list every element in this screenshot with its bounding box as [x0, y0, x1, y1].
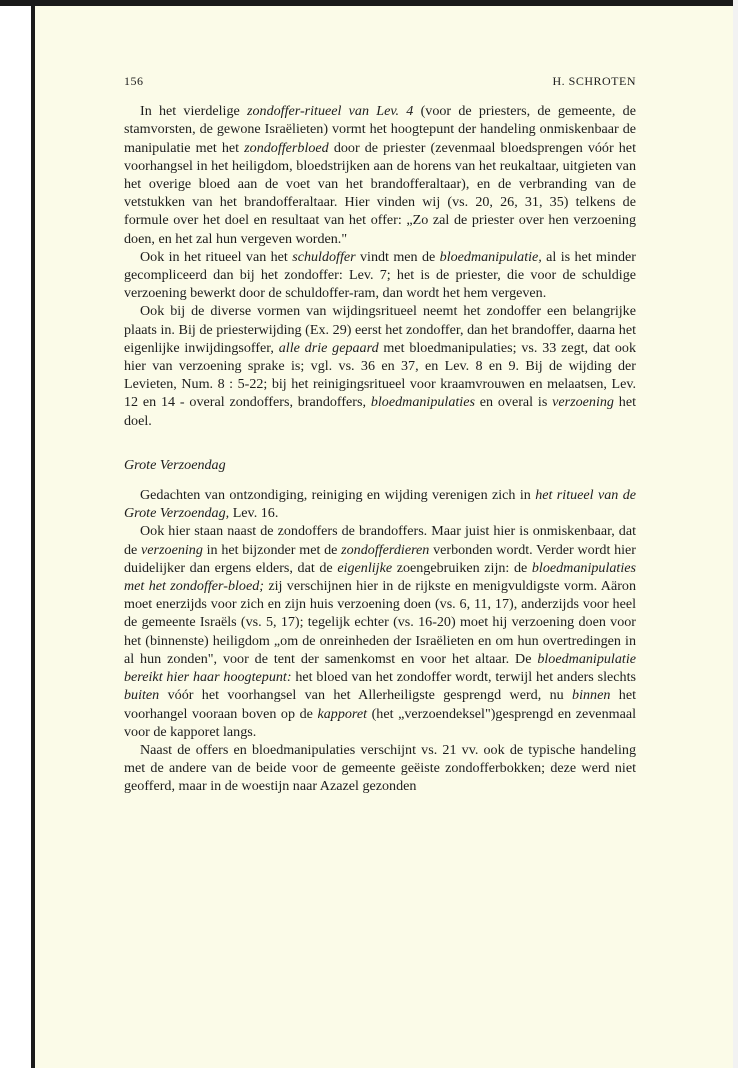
- text-run: verbonden wordt. Verder wordt hier duidelijker dan ergens elders, dat de: [124, 541, 637, 576]
- text-run: en overal is: [474, 394, 553, 411]
- text-run: Naast de offers en bloedmanipulaties verschijnt vs. 21 vv. ook de typische handeling met de andere van de beide voor de gemeente geëiste zondofferbokken; deze werd niet geofferd, maar in de woestijn naar Azazel gezonden: [124, 741, 636, 795]
- text-run: Gedachten van ontzondiging, reiniging en wijding verenigen zich in: [140, 487, 536, 504]
- text-run: zij verschijnen hier in de rijkste en menigvuldigste vorm. Aäron moet enerzijds voor zich en zijn huis verzoening doen (vs. 6, 11, 17), anderzijds voor heel de gemeente Israëls (vs. 5, 17); tegelijk echter (vs. 16-20) moet hij verzoening doen voor het (binnenste) heiligdom „om de onreinheden der Israëlieten en om hun overtredingen in al hun zonden", voor de tent der samenkomst en voor het altaar. De: [124, 578, 637, 667]
- text-run: In het vierdelige: [140, 103, 247, 120]
- italic-run: eigenlijke: [337, 559, 393, 576]
- paragraph-3: [124, 302, 636, 429]
- text-run: Lev. 16.: [229, 505, 279, 522]
- italic-run: bloedmanipulaties: [370, 394, 475, 411]
- text-run: het doel.: [124, 394, 636, 429]
- section-heading: Grote Verzoendag: [124, 456, 226, 473]
- text-run: (voor de priesters, de gemeente, de stamvorsten, de gewone Israëlieten) vormt het hoogtepunt der handeling onmiskenbaar de manipulatie met het: [124, 103, 636, 156]
- page-number: 156: [124, 74, 144, 88]
- text-run: zoengebruiken zijn: de: [392, 559, 532, 576]
- italic-run: zondofferbloed: [244, 139, 329, 156]
- paragraph-4: [124, 486, 636, 522]
- italic-run: buiten: [124, 687, 160, 704]
- paragraph-2: [124, 248, 636, 303]
- text-run: met bloedmanipulaties; vs. 33 zegt, dat ook hier van verzoening sprake is; vgl. vs. 36 en 37, en Lev. 8 en 9. Bij de wijding der Levieten, Num. 8 : 5-22; bij het reinigingsritueel voor kraamvrouwen en melaatsen, Lev. 12 en 14 - overal zondoffers, brandoffers,: [124, 339, 637, 411]
- text-run: Ook bij de diverse vormen van wijdingsritueel neemt het zondoffer een belangrijke plaats in. Bij de priesterwijding (Ex. 29) eerst het zondoffer, dan het brandoffer, daarna het eigenlijke inwijdingsoffer,: [124, 303, 636, 356]
- text-run: Ook in het ritueel van het: [140, 248, 293, 265]
- text-run: het bloed van het zondoffer wordt, terwijl het anders slechts: [291, 669, 636, 686]
- page-header: [124, 72, 636, 90]
- text-run: Ook hier staan naast de zondoffers de brandoffers. Maar juist hier is onmiskenbaar, dat de: [124, 523, 636, 558]
- paragraph-5: [124, 522, 636, 740]
- running-head: H. SCHROTEN: [552, 74, 636, 88]
- italic-run: bloedmanipulatie,: [439, 248, 542, 265]
- italic-run: bloedmanipulatie bereikt hier haar hoogtepunt:: [124, 650, 636, 686]
- text-run: vindt men de: [355, 248, 440, 265]
- italic-run: het ritueel van de Grote Verzoendag,: [124, 487, 637, 522]
- italic-run: zondofferdieren: [341, 541, 430, 558]
- italic-run: schuldoffer: [292, 248, 356, 265]
- text-run: door de priester (zevenmaal bloedsprengen vóór het voorhangsel in het heiligdom, bloedstrijken aan de horens van het reukaltaar, uitgieten van het overige bloed aan de voet van het brandofferaltaar), en de verbranding van de vetstukken van het brandofferaltaar. Hier vinden wij (vs. 20, 26, 31, 35) telkens de formule over het doel en resultaat van het offer: „Zo zal de priester over hen verzoening doen, en het zal hun vergeven worden.": [124, 139, 636, 247]
- paragraph-1: [124, 102, 636, 248]
- italic-run: verzoening: [552, 394, 614, 411]
- text-run: in het bijzonder met de: [202, 541, 342, 558]
- page-content: [124, 72, 636, 796]
- italic-run: kapporet: [317, 705, 368, 722]
- text-run: al is het minder gecompliceerd dan bij het zondoffer: Lev. 7; het is de priester, die voor de schuldige verzoening bewerkt door de schuldoffer-ram, dan wordt het hem vergeven.: [124, 248, 636, 302]
- text-run: (het „verzoendeksel")gesprengd en zevenmaal voor de kapporet langs.: [124, 705, 637, 740]
- text-run: vóór het voorhangsel van het Allerheiligste gesprengd werd, nu: [159, 687, 573, 704]
- scan-border-right: [733, 0, 738, 1068]
- italic-run: zondoffer-ritueel van Lev. 4: [247, 103, 414, 120]
- italic-run: verzoening: [141, 541, 203, 558]
- paragraph-6: [124, 741, 636, 796]
- italic-run: alle drie gepaard: [278, 339, 379, 356]
- italic-run: binnen: [572, 687, 611, 704]
- italic-run: bloedmanipulaties met het zondoffer-bloed;: [124, 559, 636, 595]
- text-run: het voorhangel vooraan boven op de: [124, 687, 636, 722]
